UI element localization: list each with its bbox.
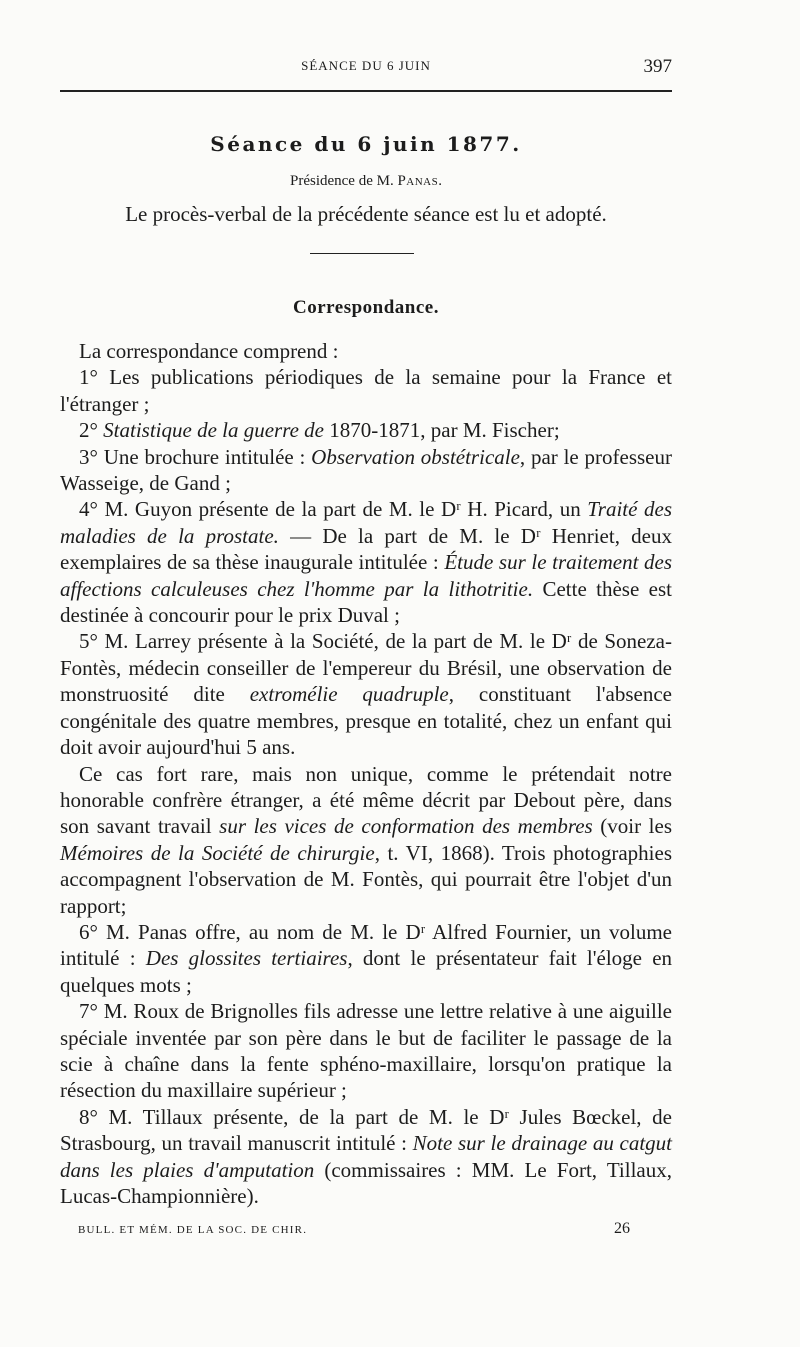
text-run: 1870-1871, par M. Fischer; [324,418,560,443]
presidence-suffix: . [438,173,442,189]
correspondence-item [60,444,672,497]
president-name: Panas [397,173,439,189]
text-run: 4° M. Guyon présente de la part de M. le Dʳ H. Picard, un [79,497,588,522]
sheet-signature: 26 [614,1220,630,1237]
journal-signature: BULL. ET MÉM. DE LA SOC. DE CHIR. [78,1224,308,1236]
italic-title: Étude sur le traitement des affections calculeuses chez l'homme par la lithotritie. [60,550,673,601]
correspondence-item [60,1104,672,1210]
correspondence-item [60,417,672,443]
section-divider [310,253,414,254]
correspondence-item [60,998,672,1104]
text-run: 8° M. Tillaux présente, de la part de M. le Dʳ Jules Bœckel, de Strasbourg, un travail manuscrit intitulé : [60,1104,672,1156]
text-run: 7° M. Roux de Brignolles fils adresse une lettre relative à une aiguille spéciale inventée par son père dans le but de faciliter le passage de la scie à chaîne dans la fente sphéno-maxillaire, lorsqu'on pratique la résection du maxillaire supérieur ; [60,999,672,1103]
proces-verbal-line: Le procès-verbal de la précédente séance est lu et adopté. [125,202,607,226]
italic-title: Statistique de la guerre de [103,418,325,443]
italic-title: Observation obstétricale [311,444,520,469]
section-title: Correspondance. [293,297,439,318]
correspondence-item [60,761,672,919]
header-rule [60,90,672,92]
italic-title: Mémoires de la Société de chirurgie [60,840,375,865]
italic-title: sur les vices de conformation des membres [219,814,593,839]
text-run: , par le professeur Wasseige, de Gand ; [60,444,672,496]
text-run: 1° Les publications périodiques de la semaine pour la France et l'étranger ; [60,365,672,416]
text-run: 2° [79,418,104,443]
correspondence-item [60,364,672,417]
text-run: 3° Une brochure intitulée : [79,444,312,469]
page-footer [60,1222,672,1244]
text-run: (voir les [592,814,672,839]
italic-title: Note sur le drainage au catgut dans les plaies d'amputation [60,1131,673,1182]
correspondence-item [60,496,672,628]
correspondence-item [60,919,672,998]
text-run: , dont le présentateur fait l'éloge en quelques mots ; [60,946,673,997]
page-number: 397 [643,56,672,77]
italic-title: extromélie quadruple [249,682,449,707]
text-run: Ce cas fort rare, mais non unique, comme le prétendait notre honorable confrère étranger, a été même décrit par Debout père, dans son savant travail [60,761,672,839]
running-title: SÉANCE DU 6 JUIN [301,58,431,73]
text-run: — De la part de M. le Dʳ Henriet, deux exemplaires de sa thèse inaugurale intitulée : [60,523,672,575]
text-run: , t. VI, 1868). Trois photographies accompagnent l'observation de M. Fontès, qui pourrait être l'objet d'un rapport; [60,840,673,918]
text-run: 5° M. Larrey présente à la Société, de la part de M. le Dʳ de Soneza-Fontès, médecin conseiller de l'empereur du Brésil, une observation de monstruosité dite [60,629,672,707]
presidence-prefix: Présidence de M. [289,173,394,189]
text-run: , constituant l'absence congénitale des quatre membres, presque en totalité, chez un enfant qui doit avoir aujourd'hui 5 ans. [60,682,672,760]
running-head [60,56,672,82]
presidence-line [60,173,672,190]
text-run: (commissaires : MM. Le Fort, Tillaux, Lucas-Championnière). [60,1157,672,1208]
correspondence-intro: La correspondance comprend : [79,339,339,363]
italic-title: Traité des maladies de la prostate. [60,497,672,548]
text-run: 6° M. Panas offre, au nom de M. le Dʳ Alfred Fournier, un volume intitulé : [60,919,672,971]
text-run: Cette thèse est destinée à concourir pour le prix Duval ; [60,576,672,628]
italic-title: Des glossites tertiaires [145,946,348,971]
session-title: Séance du 6 juin 1877. [210,132,522,156]
correspondence-body [60,338,672,1209]
correspondence-item [60,628,672,760]
